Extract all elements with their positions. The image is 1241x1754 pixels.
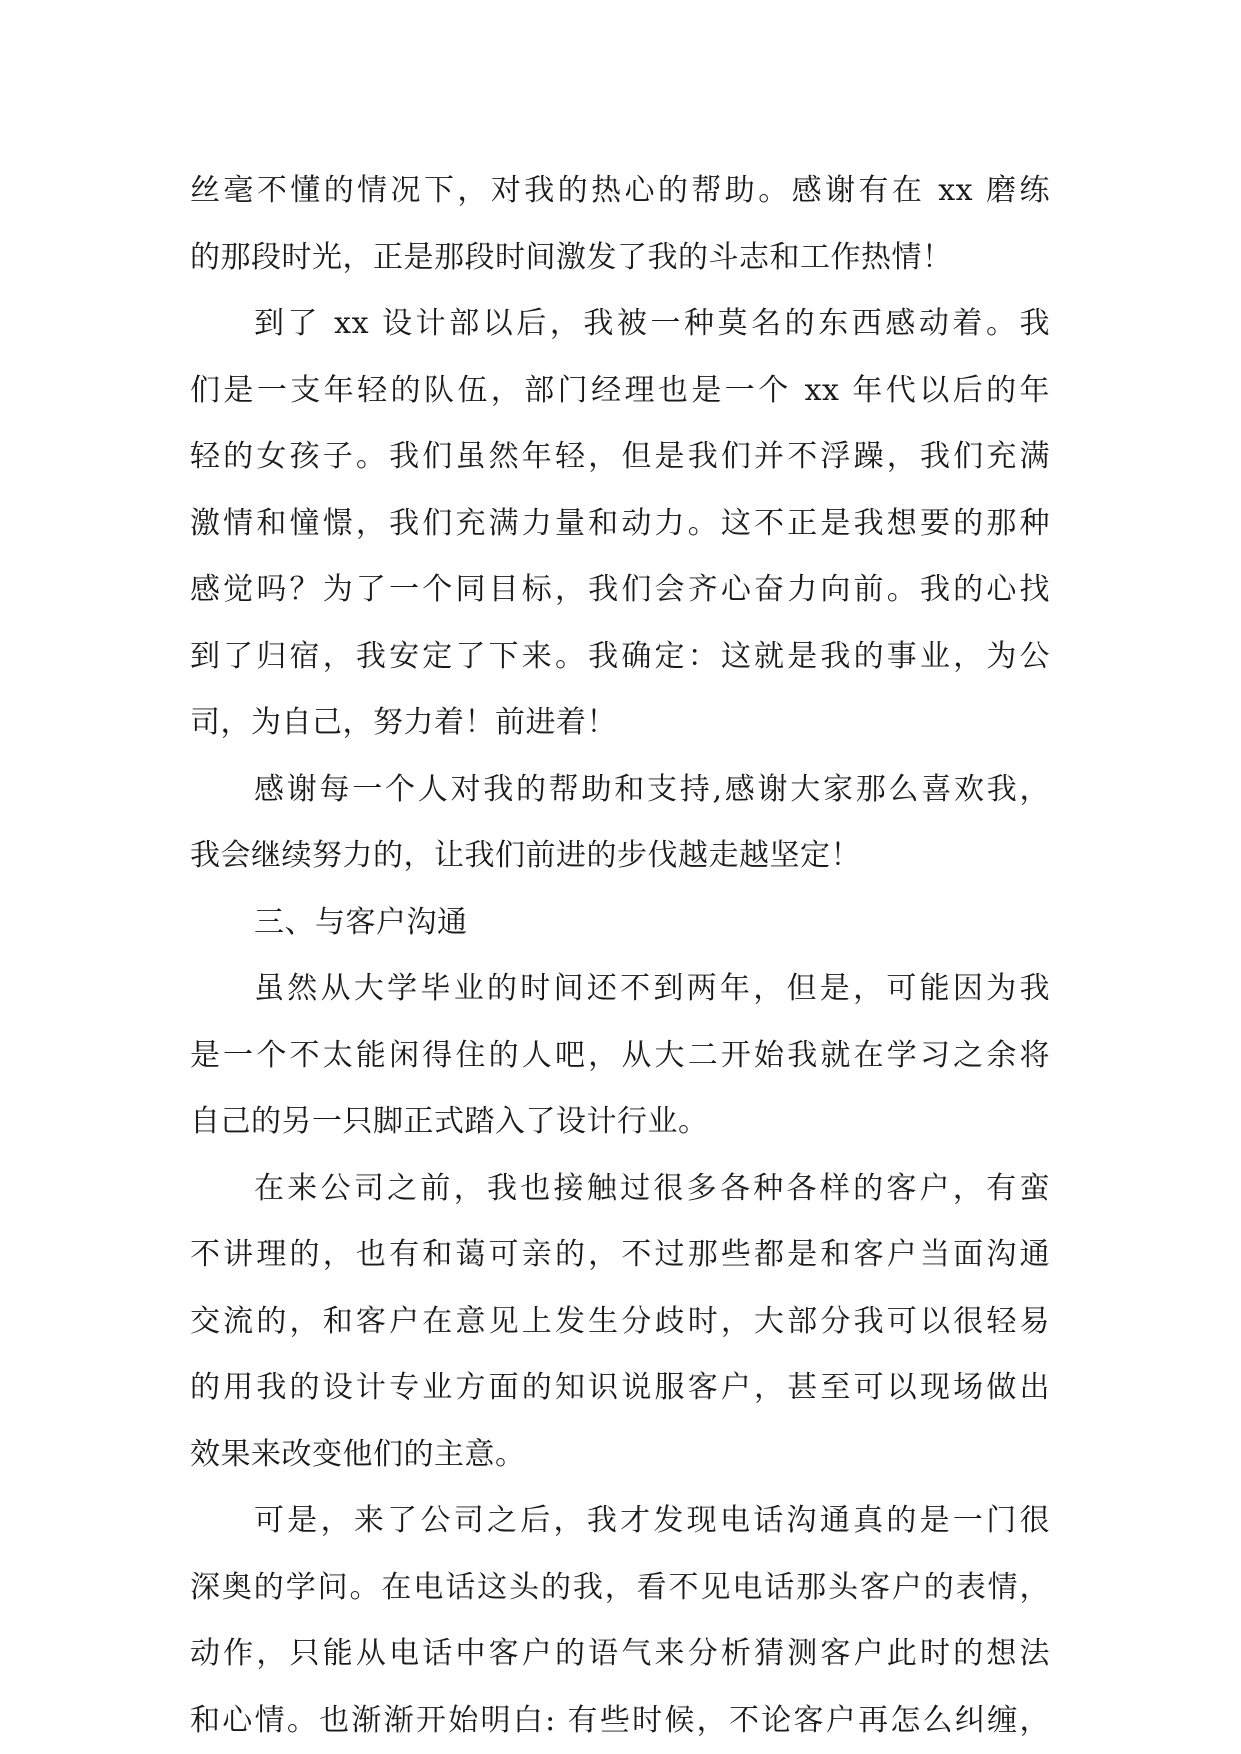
text-line: 三、与客户沟通 [254, 904, 468, 940]
text-line: 和心情。也渐渐开始明白: 有些时候，不论客户再怎么纠缠， [190, 1702, 1050, 1738]
text-line: 感觉吗？为了一个同目标，我们会齐心奋力向前。我的心找 [190, 572, 1050, 607]
text-line: 司，为自己，努力着！前进着！ [190, 705, 617, 740]
text-line: 们是一支年轻的队伍，部门经理也是一个 xx 年代以后的年 [190, 372, 1050, 408]
text-line: 虽然从大学毕业的时间还不到两年，但是，可能因为我 [254, 971, 1050, 1006]
text-line: 动作，只能从电话中客户的语气来分析猜测客户此时的想法 [190, 1636, 1050, 1671]
text-line: 在来公司之前，我也接触过很多各种各样的客户，有蛮 [254, 1170, 1050, 1206]
text-line: 交流的，和客户在意见上发生分歧时，大部分我可以很轻易 [190, 1303, 1050, 1339]
text-line: 丝毫不懂的情况下，对我的热心的帮助。感谢有在 xx 磨练 [190, 173, 1050, 208]
text-line: 轻的女孩子。我们虽然年轻，但是我们并不浮躁，我们充满 [190, 439, 1050, 474]
text-line: 效果来改变他们的主意。 [190, 1436, 526, 1472]
text-line: 的用我的设计专业方面的知识说服客户，甚至可以现场做出 [190, 1370, 1050, 1405]
text-line: 到了归宿，我安定了下来。我确定：这就是我的事业，为公 [190, 638, 1050, 674]
document-body [190, 158, 1050, 1754]
text-line: 到了 xx 设计部以后，我被一种莫名的东西感动着。我 [254, 306, 1050, 341]
text-line: 深奥的学问。在电话这头的我，看不见电话那头客户的表情， [190, 1569, 1050, 1605]
text-line: 我会继续努力的，让我们前进的步伐越走越坚定！ [190, 838, 861, 873]
text-line: 可是，来了公司之后，我才发现电话沟通真的是一门很 [254, 1503, 1050, 1538]
text-line: 是一个不太能闲得住的人吧，从大二开始我就在学习之余将 [190, 1037, 1050, 1073]
text-line: 自己的另一只脚正式踏入了设计行业。 [190, 1104, 709, 1139]
text-line: 不讲理的，也有和蔼可亲的，不过那些都是和客户当面沟通 [190, 1237, 1050, 1272]
text-line: 感谢每一个人对我的帮助和支持,感谢大家那么喜欢我， [254, 771, 1050, 807]
text-line: 的那段时光，正是那段时间激发了我的斗志和工作热情！ [190, 239, 953, 275]
text-line: 激情和憧憬，我们充满力量和动力。这不正是我想要的那种 [190, 505, 1050, 541]
